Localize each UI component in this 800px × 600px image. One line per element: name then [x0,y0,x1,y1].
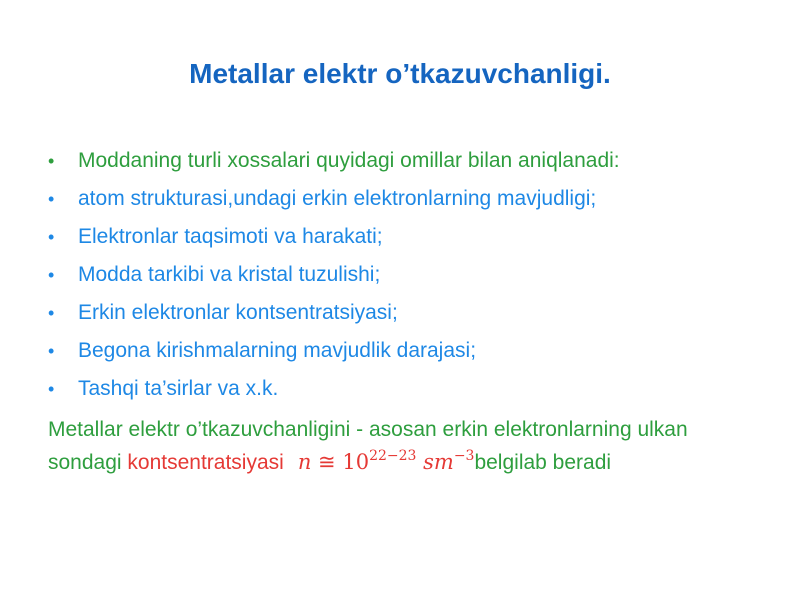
slide-title: Metallar elektr o’tkazuvchanligi. [189,58,611,89]
bullet-item [48,260,768,298]
bullet-dot-icon: • [48,265,55,285]
formula-base: 10 [342,450,370,474]
bullet-text: atom strukturasi,undagi erkin elektronlarning mavjudligi; [78,187,597,210]
bullet-item [48,374,768,412]
bullet-dot-icon: • [48,227,55,247]
bullet-text: Moddaning turli xossalari quyidagi omillar bilan aniqlanadi: [78,149,620,172]
bullet-text: Modda tarkibi va kristal tuzulishi; [78,263,381,286]
bullet-dot-icon: • [48,151,55,171]
formula-n: n [297,450,312,474]
bullet-item [48,146,768,184]
bullet-dot-icon: • [48,303,55,323]
bullet-item [48,222,768,260]
formula-unit: sm [423,450,454,474]
paragraph-text-end: belgilab beradi [474,451,612,474]
bullet-dot-icon: • [48,379,55,399]
bullet-item [48,184,768,222]
formula-exponent: 22−23 [369,448,417,464]
bullet-list [48,146,768,412]
paragraph-text: Metallar elektr o’tkazuvchanligini - asosan erkin elektronlarning ulkan sondagi [48,418,688,474]
conclusion-paragraph [48,414,758,479]
highlight-text: kontsentratsiyasi [127,451,284,474]
bullet-text: Begona kirishmalarning mavjudlik darajasi; [78,339,477,362]
formula-approx: ≅ [318,450,336,474]
bullet-item [48,336,768,374]
bullet-dot-icon: • [48,189,55,209]
bullet-item [48,298,768,336]
bullet-dot-icon: • [48,341,55,361]
concentration-formula [298,450,475,474]
formula-unit-exponent: −3 [453,448,475,464]
bullet-text: Tashqi ta’sirlar va x.k. [78,377,279,400]
bullet-text: Elektronlar taqsimoti va harakati; [78,225,383,248]
bullet-text: Erkin elektronlar kontsentratsiyasi; [78,301,398,324]
